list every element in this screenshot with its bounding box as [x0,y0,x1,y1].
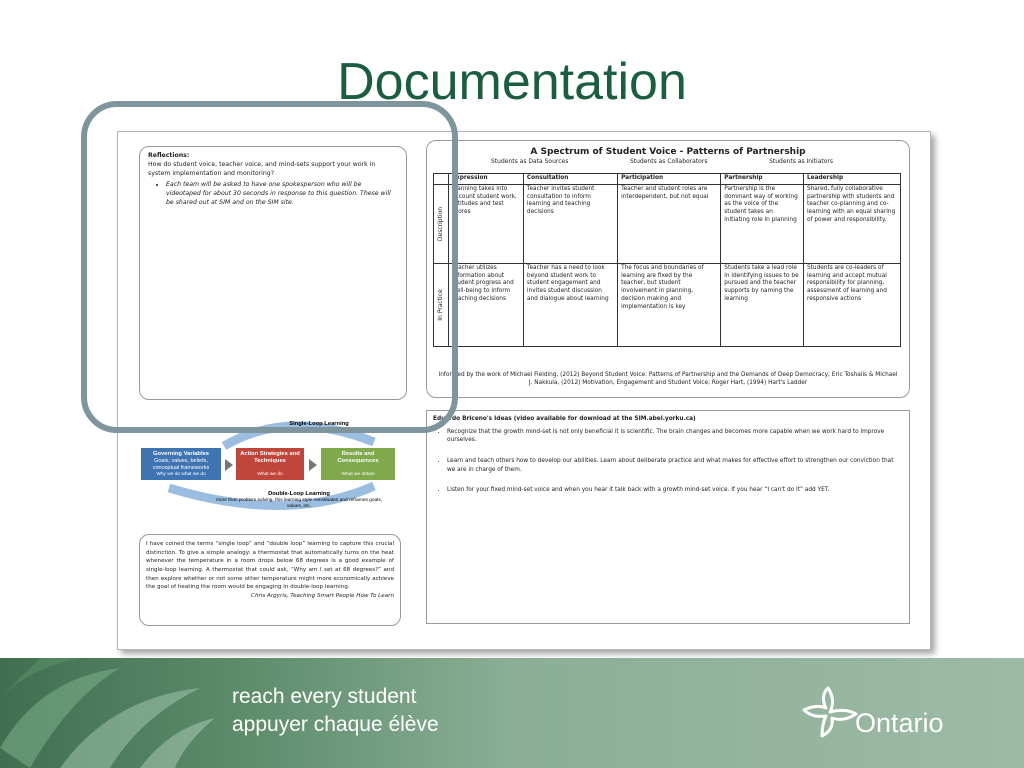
arrow-right-icon [225,459,233,471]
tagline-english: reach every student [232,685,417,708]
box-title: Action Strategies and Techniques [240,451,300,464]
list-item: • Recognize that the growth mind-set is not only beneficial it is scientific. The brain changes and becomes more capable when we work hard to improve ourselves. [447,428,903,445]
list-item: • Listen for your fixed mind-set voice and when you hear it talk back with a growth mind-set voice. If you hear “I can't do it” add YET. [447,486,903,495]
slide-title: Documentation [337,53,687,111]
results-consequences-box [321,448,395,480]
reflections-heading: Reflections: [148,152,190,159]
table-cell: Teacher has a need to look beyond student work to student engagement and invites student discussion and dialogue about learning [523,263,617,346]
ideas-title: Eduardo Briceno's Ideas (video available for download at the SIM.abel.yorku.ca) [433,416,696,422]
table-cell: Teacher utilizes information about student progress and well-being to inform teaching decisions [449,263,524,346]
list-item: • Learn and teach others how to develop our abilities. Learn about deliberate practice and what makes for effective effort to strengthen our conviction that we are in charge of them. [447,457,903,474]
box-sub: Goals, values, beliefs, conceptual frameworks [152,457,210,471]
quote-text: I have coined the terms “single loop” and “double loop” learning to capture this crucial distinction. To give a simple analogy: a thermostat that automatically turns on the heat whenever the temperature in a room drops below 68 degrees is a good example of single-loop learning. A thermostat that could ask, “Why am I set at 68 degrees?” and then explore whether or not some other temperature might more economically achieve the goal of heating the room would be engaging in double-loop learning. [146,541,394,591]
spectrum-credit: Informed by the work of Michael Fielding, (2012) Beyond Student Voice: Patterns of Partnership and the Demands of Deep Democracy; Eric Toshalis & Michael J. Nakkula, (2012) Motivation, Engagement and Student Voice; Roger Hart, (1994) Hart's Ladder [438,372,898,387]
table-row [434,184,901,263]
action-strategies-box [236,448,304,480]
column-header: Participation [618,174,721,185]
box-foot: Why we do what we do [156,472,206,478]
single-loop-label: Single-Loop Learning [289,421,349,427]
arrow-right-icon [309,459,317,471]
highlight-frame [81,101,458,433]
table-cell: Teacher and student roles are interdependent, but not equal [618,184,721,263]
double-loop-sub: more than problem solving, this learning style reevaluates and reframes goals, values, etc. [215,497,383,509]
footer-tagline [232,683,439,740]
spectrum-title: A Spectrum of Student Voice - Patterns of Partnership [530,147,806,157]
spectrum-subtitle: Students as Collaborators [629,158,708,165]
quote-attribution: Chris Argyris, Teaching Smart People How To Learn [251,592,394,599]
leaf-swirl-icon [0,658,220,768]
table-cell: Students take a lead role in identifying issues to be pursued and the teacher supports by naming the learning [721,263,804,346]
double-loop-title: Double-Loop Learning [268,491,330,497]
column-header: Expression [449,174,524,185]
table-cell: Partnership is the dominant way of working as the voice of the student takes an initiating role in planning [721,184,804,263]
box-foot: What we do [257,472,283,478]
box-foot: What we obtain [341,472,375,478]
spectrum-table [433,173,901,347]
table-cell: The focus and boundaries of learning are fixed by the teacher, but student involvement in planning, decision making and implementation is key [618,263,721,346]
argyris-quote-panel [139,534,401,626]
table-row [434,263,901,346]
reflections-question: How do student voice, teacher voice, and mind-sets support your work in system implementation and monitoring? [148,160,376,177]
ontario-logo-text: Ontario [855,708,944,738]
table-cell: Teacher invites student consultation to inform learning and teaching decisions [523,184,617,263]
column-header: Consultation [523,174,617,185]
spectrum-subtitle: Students as Data Sources [491,158,569,165]
double-loop-label [209,491,389,509]
tagline-french: appuyer chaque élève [232,713,439,737]
spectrum-panel [426,140,910,398]
reflections-bullet: • Each team will be asked to have one spokesperson who will be videotaped for about 30 seconds in response to this question. These will be shared out at SIM and on the SIM site. [166,181,398,208]
column-header: Partnership [721,174,804,185]
row-label: In Practice [436,289,444,321]
box-title: Governing Variables [152,451,210,457]
column-header: Leadership [803,174,900,185]
governing-variables-box [141,448,221,480]
table-cell: Students are co-leaders of learning and accept mutual responsibility for planning, assessment of learning and responsive actions [803,263,900,346]
trillium-icon [800,684,860,740]
table-cell: Planning takes into account student work, attitudes and test scores [449,184,524,263]
table-cell: Shared, fully collaborative partnership with students and teacher co-planning and co-learning with an equal sharing of power and responsibility. [803,184,900,263]
row-label: Description [436,206,444,241]
briceno-ideas-panel [426,410,910,624]
spectrum-subtitle: Students as Initiators [769,158,833,165]
box-title: Results and Consequences [337,451,379,464]
